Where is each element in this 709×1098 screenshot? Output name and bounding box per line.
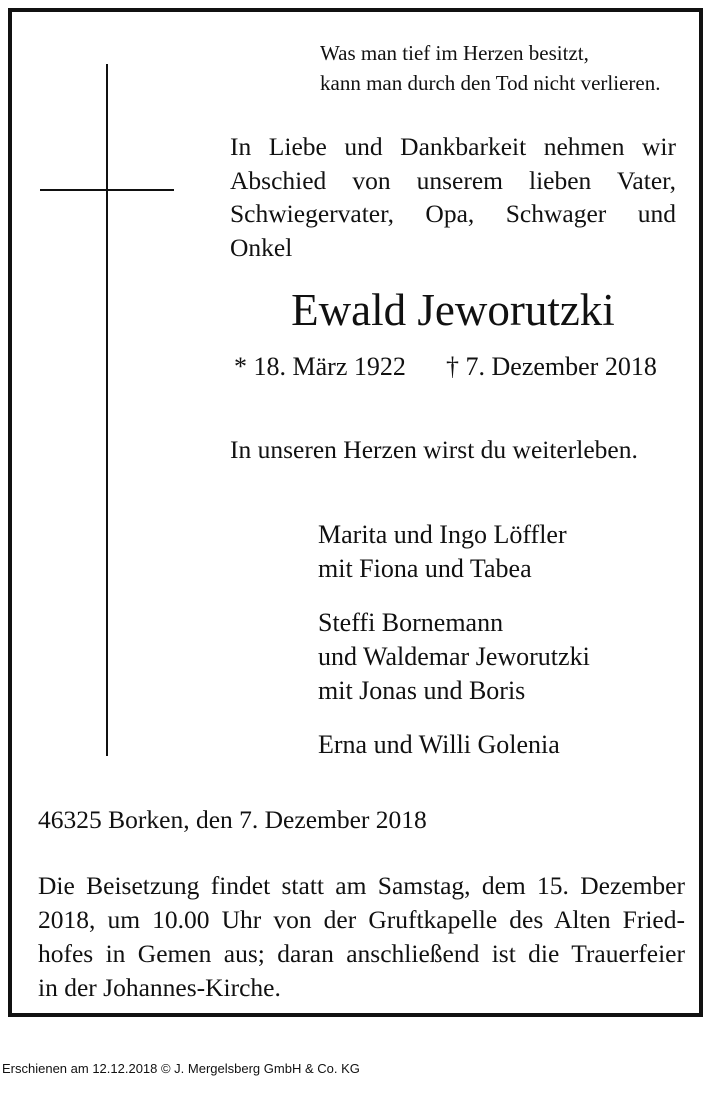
place-date: 46325 Borken, den 7. Dezember 2018 — [38, 805, 427, 834]
burial-line: hofes in Gemen aus; daran anschließend ist die Trauerfeier — [38, 939, 685, 968]
deceased-name: Ewald Jeworutzki — [291, 285, 615, 335]
mourner-group — [318, 518, 567, 586]
mourner-line: mit Jonas und Boris — [318, 676, 526, 705]
intro-line: In Liebe und Dankbarkeit nehmen wir — [230, 132, 676, 161]
mourner-line: Marita und Ingo Löffler — [318, 520, 567, 549]
motto-line: Was man tief im Herzen besitzt, — [320, 41, 589, 65]
birth-date: * 18. März 1922 — [234, 352, 406, 381]
obituary-notice — [8, 8, 703, 1017]
publication-footer: Erschienen am 12.12.2018 © J. Mergelsberg GmbH & Co. KG — [2, 1061, 360, 1076]
death-date: † 7. Dezember 2018 — [446, 352, 657, 381]
mourner-line: und Waldemar Jeworutzki — [318, 642, 590, 671]
intro-line: Abschied von unserem lieben Vater, — [230, 165, 676, 195]
motto-quote — [320, 38, 660, 98]
mourner-line: Steffi Bornemann — [318, 608, 504, 637]
intro-line: Onkel — [230, 232, 293, 262]
mourner-line: mit Fiona und Tabea — [318, 554, 532, 583]
mourner-group — [318, 606, 590, 708]
burial-line: Die Beisetzung findet statt am Samstag, dem 15. Dezember — [38, 871, 685, 900]
burial-line: 2018, um 10.00 Uhr von der Gruftkapelle des Alten Fried- — [38, 905, 685, 934]
intro-line: Schwiegervater, Opa, Schwager und — [230, 199, 676, 228]
mourner-group — [318, 728, 560, 762]
cross-icon — [106, 64, 108, 756]
intro-text — [230, 130, 676, 264]
motto-line: kann man durch den Tod nicht verlieren. — [320, 71, 661, 95]
cross-icon-bar — [40, 189, 174, 191]
closing-line: In unseren Herzen wirst du weiterleben. — [230, 435, 638, 464]
burial-line: in der Johannes-Kirche. — [38, 973, 281, 1002]
mourner-line: Erna und Willi Golenia — [318, 730, 560, 759]
burial-info — [38, 869, 685, 1005]
